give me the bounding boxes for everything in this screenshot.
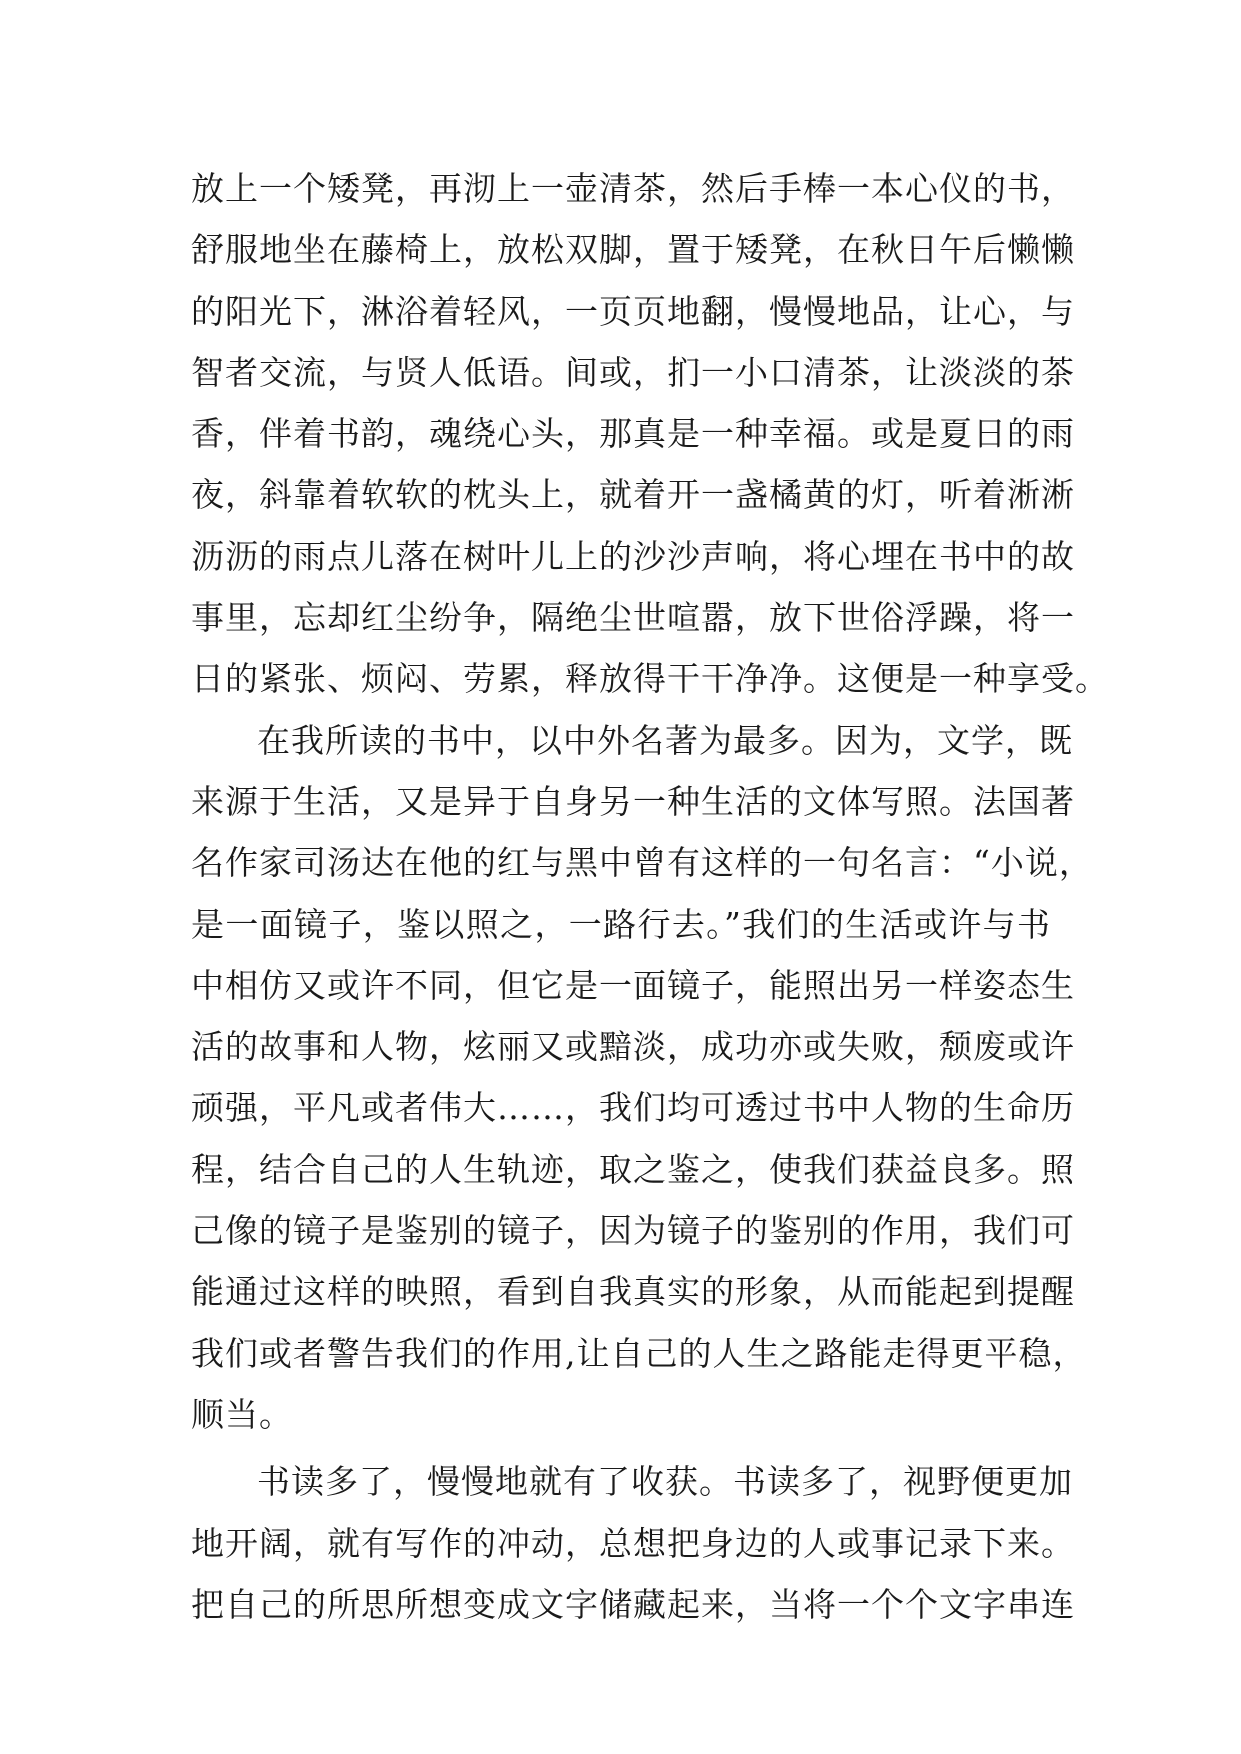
- text-line: 把自己的所思所想变成文字储藏起来，当将一个个文字串连: [191, 1584, 1075, 1624]
- paragraph: [191, 158, 1109, 710]
- text-line: 顺当。: [191, 1394, 293, 1434]
- text-line: 程，结合自己的人生轨迹，取之鉴之，使我们获益良多。照: [191, 1149, 1075, 1189]
- text-line: 放上一个矮凳，再沏上一壶清茶，然后手棒一本心仪的书，: [191, 169, 1075, 208]
- text-line: 书读多了，慢慢地就有了收获。书读多了，视野便更加: [257, 1462, 1073, 1502]
- text-line: 活的故事和人物，炫丽又或黯淡，成功亦或失败，颓废或许: [191, 1027, 1075, 1067]
- text-line: 事里，忘却红尘纷争，隔绝尘世喧嚣，放下世俗浮躁，将一: [191, 598, 1075, 638]
- text-line: 是一面镜子，鉴以照之，一路行去。”我们的生活或许与书: [191, 904, 1051, 944]
- text-line: 智者交流，与贤人低语。间或，扪一小口清茶，让淡淡的茶: [191, 352, 1075, 392]
- text-line: 香，伴着书韵，魂绕心头，那真是一种幸福。或是夏日的雨: [191, 414, 1075, 454]
- paragraph: [191, 710, 1093, 1446]
- text-line: 的阳光下，淋浴着轻风，一页页地翻，慢慢地品，让心，与: [191, 291, 1075, 331]
- paragraph: [191, 1451, 1075, 1635]
- text-line: 地开阔，就有写作的冲动，总想把身边的人或事记录下来。: [191, 1523, 1075, 1563]
- text-line: 名作家司汤达在他的红与黑中曾有这样的一句名言：“小说，: [191, 843, 1093, 883]
- text-line: 我们或者警告我们的作用,让自己的人生之路能走得更平稳，: [191, 1333, 1087, 1373]
- text-line: 顽强，平凡或者伟大……，我们均可透过书中人物的生命历: [191, 1088, 1075, 1128]
- text-line: 来源于生活，又是异于自身另一种生活的文体写照。法国著: [191, 781, 1075, 821]
- text-line: 舒服地坐在藤椅上，放松双脚，置于矮凳，在秋日午后懒懒: [191, 230, 1075, 270]
- text-line: 在我所读的书中，以中外名著为最多。因为，文学，既: [257, 720, 1073, 760]
- text-line: 中相仿又或许不同，但它是一面镜子，能照出另一样姿态生: [191, 965, 1075, 1005]
- text-line: 己像的镜子是鉴别的镜子，因为镜子的鉴别的作用，我们可: [191, 1211, 1075, 1251]
- text-line: 沥沥的雨点儿落在树叶儿上的沙沙声响，将心埋在书中的故: [191, 536, 1075, 576]
- text-line: 日的紧张、烦闷、劳累，释放得干干净净。这便是一种享受。: [191, 659, 1109, 699]
- text-line: 夜，斜靠着软软的枕头上，就着开一盏橘黄的灯，听着淅淅: [191, 475, 1075, 515]
- text-line: 能通过这样的映照，看到自我真实的形象，从而能起到提醒: [191, 1272, 1075, 1312]
- document-body: [191, 158, 1109, 1635]
